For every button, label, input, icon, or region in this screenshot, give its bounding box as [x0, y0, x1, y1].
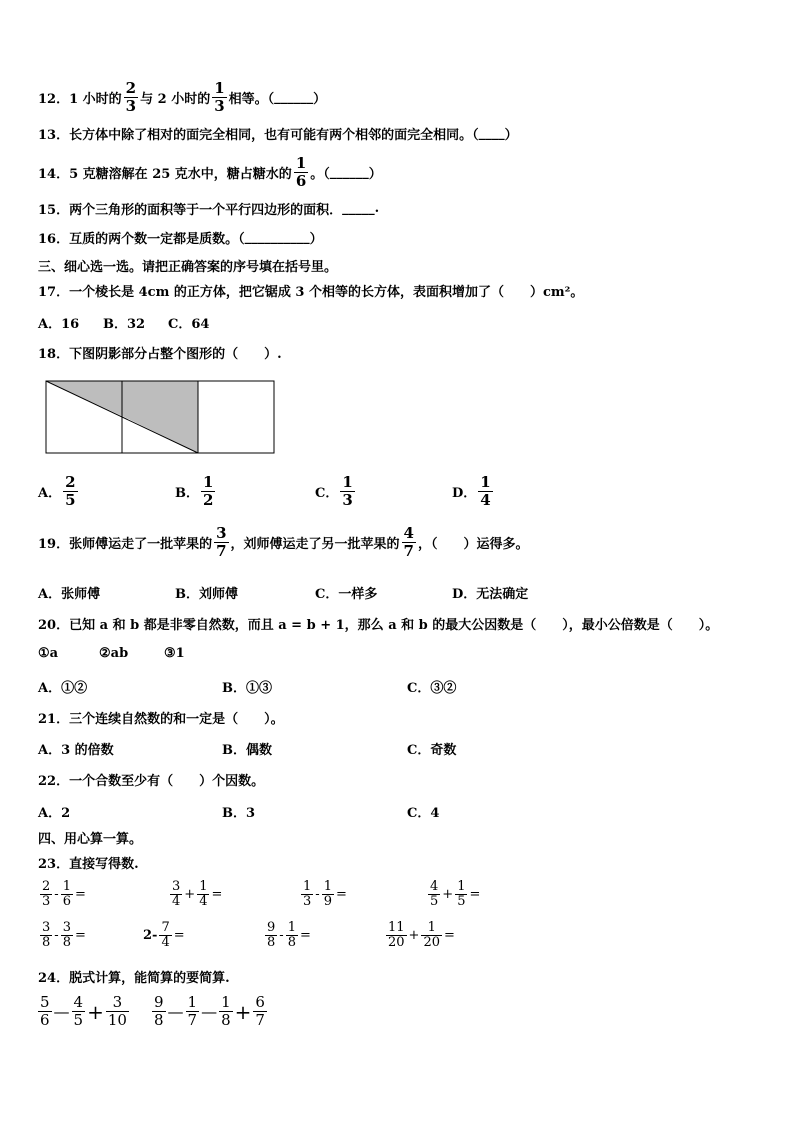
q20-choice-3: ③1: [164, 646, 185, 661]
question-24: 24．脱式计算，能简算的要简算.: [38, 971, 230, 986]
q20-choice-1: ①a: [38, 646, 59, 661]
q14-fraction: $\frac{1}{6}$: [295, 154, 307, 190]
q14-blank[interactable]: ______: [329, 165, 369, 180]
q16-blank[interactable]: __________: [244, 230, 310, 245]
q19-option-c[interactable]: C．一样多: [315, 587, 378, 602]
q18-option-c[interactable]: C． $\frac{1}{3}$: [315, 473, 353, 509]
q19-option-d[interactable]: D．无法确定: [452, 587, 529, 602]
q12-close: ）: [313, 92, 327, 107]
q18-option-d-fraction: $\frac{1}{4}$: [480, 473, 491, 509]
q18-option-b[interactable]: B． $\frac{1}{2}$: [175, 473, 214, 509]
section-3-heading: 三、细心选一选。请把正确答案的序号填在括号里。: [38, 260, 338, 275]
q12-fraction-1: $\frac{2}{3}$: [125, 79, 137, 115]
q12-fraction-2: $\frac{1}{3}$: [214, 79, 225, 115]
q12-text-b: 与 2 小时的: [140, 92, 211, 107]
question-20: 20．已知 a 和 b 都是非零自然数，而且 a = b + 1，那么 a 和 b 的最大公因数是（ ），最小公倍数是（ ）。: [38, 618, 719, 633]
q21-option-a[interactable]: A．3 的倍数: [38, 743, 114, 758]
section-4-heading: 四、用心算一算。: [38, 832, 143, 847]
q14-text-b: 。（: [310, 167, 330, 182]
q19-fraction-2: $\frac{4}{7}$: [403, 524, 414, 560]
q18-figure: [45, 380, 277, 456]
q17-option-a[interactable]: A．16: [38, 317, 80, 332]
q18-option-a[interactable]: A． $\frac{2}{5}$: [38, 473, 76, 509]
question-12: [38, 80, 326, 115]
q24-expression-2: $\frac{9}{8}$ — $\frac{1}{7}$ — $\frac{1}{8}$ + $\frac{6}{7}$: [154, 993, 265, 1029]
calc-item-1: $\frac{2}{3}$ - $\frac{1}{6}$ =: [42, 879, 86, 909]
calc-item-5: $\frac{3}{8}$ - $\frac{3}{8}$ =: [42, 920, 86, 950]
q19-text-c: ，（ ）运得多。: [417, 537, 529, 552]
q17-option-c[interactable]: C．64: [168, 317, 210, 332]
q14-close: ）: [368, 167, 382, 182]
q20-option-b[interactable]: B．①③: [222, 681, 272, 696]
q19-option-b[interactable]: B．刘师傅: [175, 587, 238, 602]
q16-close: ）: [309, 232, 323, 247]
q19-text-a: 19．张师傅运走了一批苹果的: [38, 537, 213, 552]
question-22: 22．一个合数至少有（ ）个因数。: [38, 774, 265, 789]
q13-close: ）: [504, 128, 518, 143]
q12-text-c: 相等。（: [228, 92, 275, 107]
q15-blank[interactable]: _____: [342, 201, 375, 216]
question-23: 23．直接写得数.: [38, 857, 139, 872]
question-17: 17．一个棱长是 4cm 的正方体，把它锯成 3 个相等的长方体，表面积增加了（ ）cm²。: [38, 285, 584, 300]
q17-option-b[interactable]: B．32: [103, 317, 146, 332]
question-14: [38, 155, 382, 190]
calc-item-4: $\frac{4}{5}$ + $\frac{1}{5}$ =: [430, 879, 481, 909]
q21-option-b[interactable]: B．偶数: [222, 743, 272, 758]
q24-expression-1: $\frac{5}{6}$ — $\frac{4}{5}$ + $\frac{3}{10}$: [40, 993, 127, 1029]
q22-option-a[interactable]: A．2: [38, 806, 71, 821]
q18-option-c-fraction: $\frac{1}{3}$: [342, 473, 353, 509]
calc-item-2: $\frac{3}{4}$ + $\frac{1}{4}$ =: [172, 879, 223, 909]
q19-text-b: ，刘师傅运走了另一批苹果的: [230, 537, 400, 552]
q12-blank[interactable]: ______: [274, 90, 314, 105]
q16-text: 16．互质的两个数一定都是质数。（: [38, 232, 245, 247]
q12-text-a: 12．1 小时的: [38, 92, 122, 107]
calc-item-8: $\frac{11}{20}$ + $\frac{1}{20}$ =: [388, 920, 455, 950]
q18-option-d[interactable]: D． $\frac{1}{4}$: [452, 473, 491, 509]
q20-option-c[interactable]: C．③②: [407, 681, 457, 696]
question-15: [38, 199, 379, 218]
question-16: [38, 228, 323, 247]
question-13: [38, 124, 518, 143]
question-18: 18．下图阴影部分占整个图形的（ ）.: [38, 347, 282, 362]
q21-option-c[interactable]: C．奇数: [407, 743, 457, 758]
q15-text: 15．两个三角形的面积等于一个平行四边形的面积．: [38, 203, 343, 218]
q22-option-c[interactable]: C．4: [407, 806, 440, 821]
q20-choice-2: ②ab: [99, 646, 129, 661]
q18-option-b-fraction: $\frac{1}{2}$: [203, 473, 214, 509]
calc-item-3: $\frac{1}{3}$ - $\frac{1}{9}$ =: [303, 879, 347, 909]
calc-item-6: 2- $\frac{7}{4}$ =: [143, 920, 185, 950]
q14-text-a: 14．5 克糖溶解在 25 克水中，糖占糖水的: [38, 167, 292, 182]
q13-blank[interactable]: ____: [478, 126, 505, 141]
q22-option-b[interactable]: B．3: [222, 806, 256, 821]
question-19: [38, 525, 529, 560]
q15-end: .: [374, 201, 380, 216]
q20-option-a[interactable]: A．①②: [38, 681, 88, 696]
q18-option-a-fraction: $\frac{2}{5}$: [65, 473, 76, 509]
question-21: 21．三个连续自然数的和一定是（ ）。: [38, 712, 284, 727]
q13-text: 13．长方体中除了相对的面完全相同，也有可能有两个相邻的面完全相同。（: [38, 128, 479, 143]
q19-option-a[interactable]: A．张师傅: [38, 587, 101, 602]
shaded-region-middle: [122, 381, 198, 453]
q19-fraction-1: $\frac{3}{7}$: [216, 524, 227, 560]
calc-item-7: $\frac{9}{8}$ - $\frac{1}{8}$ =: [267, 920, 311, 950]
